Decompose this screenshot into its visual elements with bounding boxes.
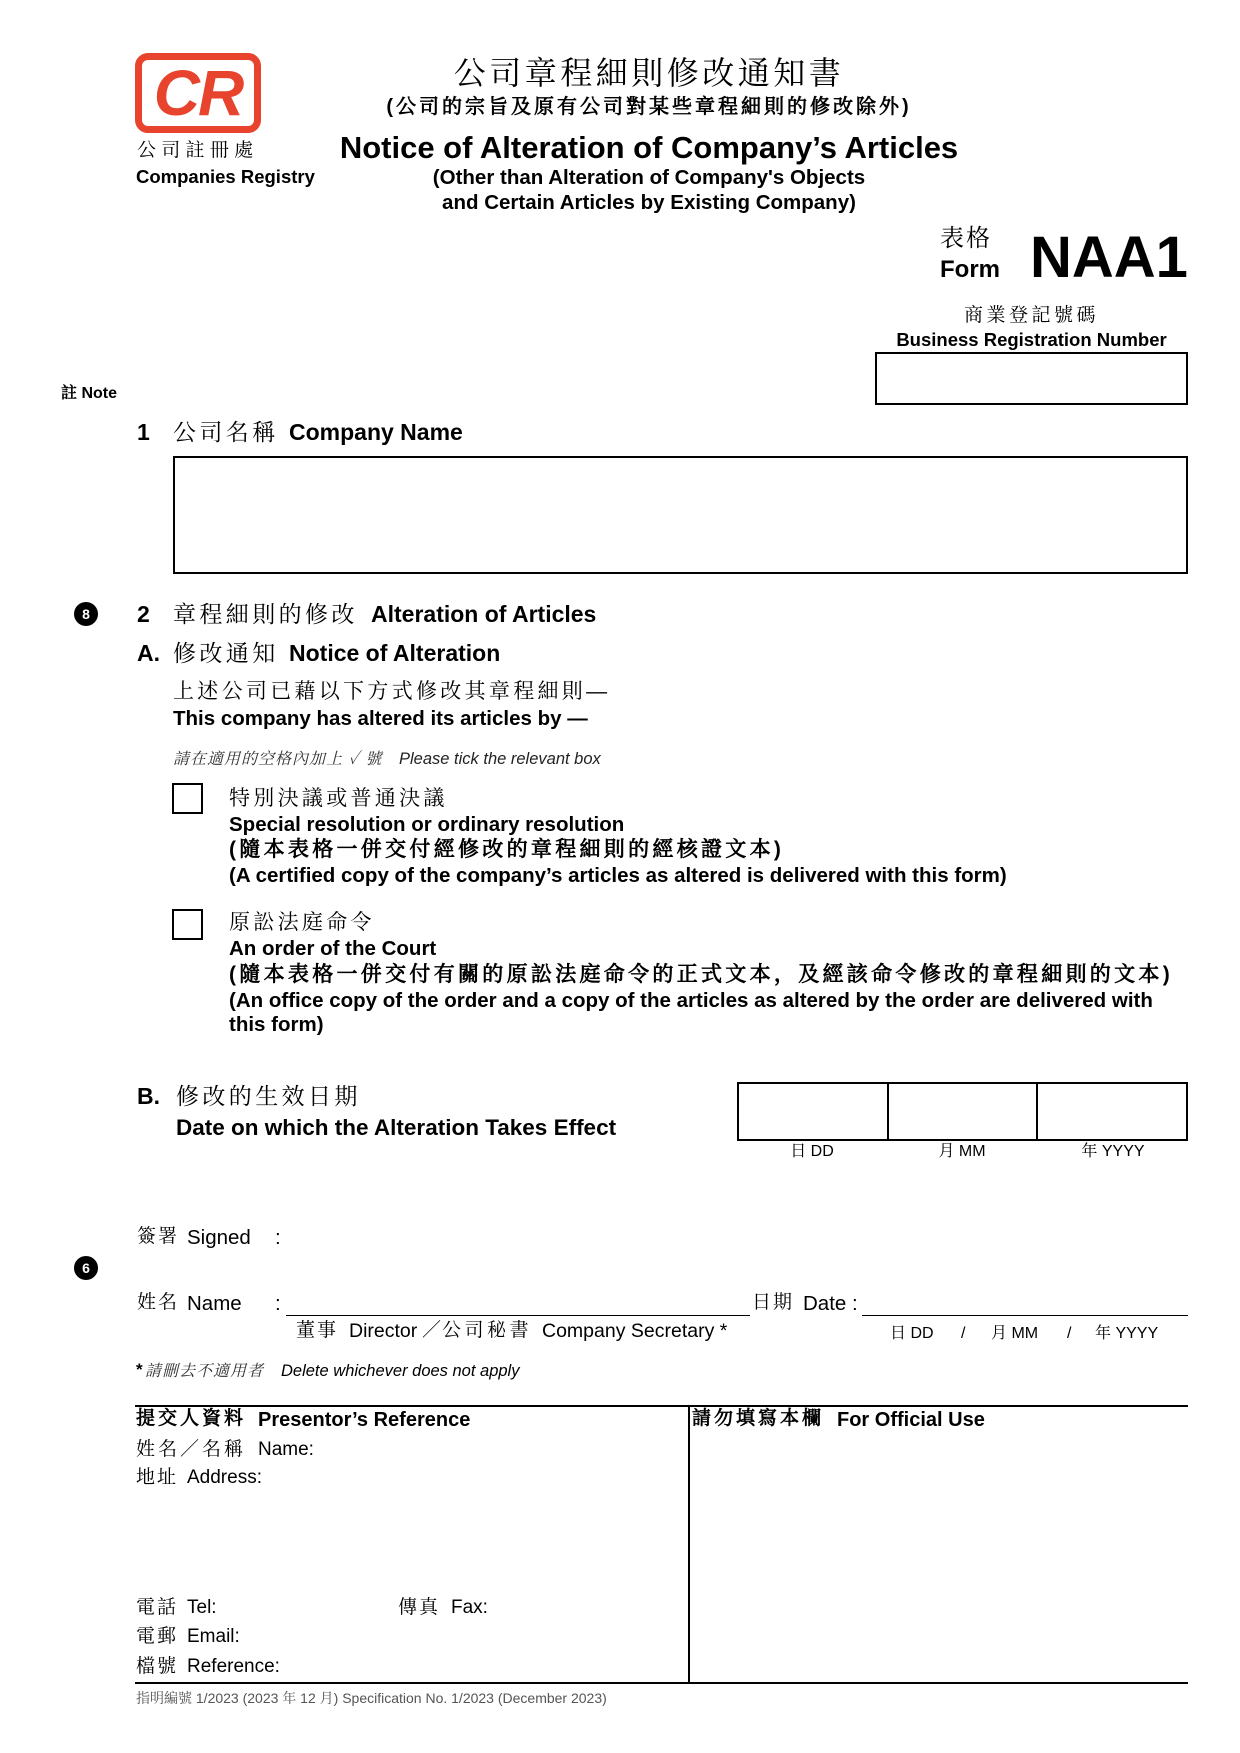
signing-date-separator: / (961, 1325, 966, 1342)
role-secretary-cn: 公司秘書 (442, 1320, 533, 1341)
role-separator: ／ (422, 1320, 442, 1341)
note-column-label: 註 Note (61, 385, 118, 402)
delete-note-cn: 請刪去不適用者 (145, 1363, 265, 1380)
court-order-checkbox[interactable] (172, 909, 203, 940)
section-2-title-cn: 章程細則的修改 (173, 601, 358, 627)
tick-instruction-en: Please tick the relevant box (399, 750, 601, 768)
section-1-number: 1 (137, 419, 150, 445)
official-use-title-en: For Official Use (837, 1409, 985, 1431)
presentor-reference-label-en: Reference: (187, 1656, 280, 1677)
presentor-reference-label-cn: 檔號 (136, 1656, 179, 1677)
note-reference-badge: 6 (74, 1256, 98, 1280)
part-b-title-en: Date on which the Alteration Takes Effect (176, 1115, 617, 1140)
presentor-name-label-cn: 姓名／名稱 (136, 1439, 247, 1460)
option-resolution-note-en: (A certified copy of the company’s articles as altered is delivered with this form) (229, 864, 1007, 887)
presentor-box-divider (688, 1405, 690, 1684)
tick-instruction-cn: 請在適用的空格內加上 ✓ 號 (173, 751, 383, 768)
presentor-box-bottom-border (135, 1682, 1188, 1684)
effective-date-month[interactable] (887, 1084, 1037, 1139)
option-court-order-note-en: (An office copy of the order and a copy of the articles as altered by the order are delivered with (229, 989, 1153, 1012)
option-court-order-title-en: An order of the Court (229, 937, 437, 960)
effective-date-month-label: 月 MM (938, 1143, 986, 1160)
part-b-title-cn: 修改的生效日期 (176, 1083, 361, 1109)
name-label-en: Name (187, 1292, 242, 1315)
role-director-cn: 董事 (296, 1320, 339, 1341)
effective-date-day-label: 日 DD (790, 1143, 834, 1160)
signing-date-field[interactable] (862, 1315, 1188, 1316)
option-resolution-title-en: Special resolution or ordinary resolution (229, 813, 625, 836)
section-2-number: 2 (137, 601, 150, 627)
signed-label-en: Signed (187, 1226, 251, 1249)
companies-registry-logo (135, 53, 261, 133)
presentor-fax-label-cn: 傳真 (398, 1597, 441, 1618)
option-court-order-note-en-cont: this form) (229, 1013, 324, 1036)
part-a-title-en: Notice of Alteration (289, 640, 501, 666)
option-court-order-title-cn: 原訟法庭命令 (229, 911, 375, 934)
option-resolution-title-cn: 特別決議或普通決議 (229, 787, 448, 810)
form-label-en: Form (940, 256, 1000, 283)
section-1-title-cn: 公司名稱 (173, 419, 279, 445)
name-colon: : (275, 1292, 281, 1315)
section-1-title-en: Company Name (289, 419, 463, 445)
role-secretary-en: Company Secretary * (542, 1320, 728, 1342)
delete-note-en: Delete whichever does not apply (281, 1362, 520, 1380)
presentor-tel-label-cn: 電話 (136, 1597, 179, 1618)
specification-footer: 指明編號 1/2023 (2023 年 12 月) Specification No. 1/2023 (December 2023) (136, 1690, 607, 1706)
signing-date-year-label: 年 YYYY (1095, 1325, 1159, 1342)
option-resolution-note-cn: (隨本表格一併交付經修改的章程細則的經核證文本) (229, 838, 785, 861)
form-title-en: Notice of Alteration of Company’s Articles (339, 130, 959, 165)
form-label-cn: 表格 (940, 225, 992, 252)
signing-date-day-label: 日 DD (890, 1325, 934, 1342)
form-title-cn: 公司章程細則修改通知書 (453, 55, 845, 91)
role-director-en: Director (349, 1320, 418, 1342)
presentor-title-cn: 提交人資料 (136, 1408, 247, 1429)
br-number-label-cn: 商業登記號碼 (963, 305, 1099, 326)
presentor-title-en: Presentor’s Reference (258, 1409, 471, 1431)
registry-name-en: Companies Registry (136, 166, 315, 187)
registry-name-cn: 公 司 註 冊 處 (137, 140, 254, 161)
form-code: NAA1 (1030, 225, 1188, 290)
presentor-name-label-en: Name: (258, 1439, 314, 1460)
effective-date-year[interactable] (1036, 1084, 1186, 1139)
date-label-cn: 日期 (752, 1292, 795, 1313)
br-number-label-en: Business Registration Number (896, 329, 1167, 350)
resolution-checkbox[interactable] (172, 783, 203, 814)
part-a-label: A. (137, 640, 160, 666)
effective-date-year-label: 年 YYYY (1081, 1143, 1145, 1160)
signatory-name-field[interactable] (286, 1315, 750, 1316)
part-a-intro-en: This company has altered its articles by — (173, 707, 588, 730)
date-label-en: Date : (803, 1292, 858, 1315)
name-label-cn: 姓名 (137, 1292, 180, 1313)
br-number-field[interactable] (875, 352, 1188, 405)
effective-date-day[interactable] (739, 1084, 887, 1139)
presentor-fax-label-en: Fax: (451, 1597, 488, 1618)
signed-colon: : (275, 1226, 281, 1249)
note-reference-badge: 8 (74, 602, 98, 626)
form-subtitle-en-line2: and Certain Articles by Existing Company) (442, 191, 856, 214)
presentor-box-top-border (135, 1405, 1188, 1407)
form-subtitle-en-line1: (Other than Alteration of Company's Objects (432, 166, 866, 189)
logo-lettering: CR (153, 57, 243, 129)
part-a-title-cn: 修改通知 (173, 640, 279, 666)
presentor-email-label-en: Email: (187, 1626, 240, 1647)
presentor-tel-label-en: Tel: (187, 1597, 217, 1618)
part-b-label: B. (137, 1083, 160, 1109)
company-name-field[interactable] (173, 456, 1188, 574)
option-court-order-note-cn: (隨本表格一併交付有關的原訟法庭命令的正式文本，及經該命令修改的章程細則的文本) (229, 963, 1173, 986)
part-a-intro-cn: 上述公司已藉以下方式修改其章程細則— (173, 680, 611, 703)
presentor-email-label-cn: 電郵 (136, 1626, 179, 1647)
effective-date-field (737, 1082, 1188, 1141)
presentor-address-label-cn: 地址 (136, 1467, 179, 1488)
official-use-title-cn: 請勿填寫本欄 (692, 1408, 825, 1429)
signing-date-month-label: 月 MM (991, 1325, 1039, 1342)
presentor-address-label-en: Address: (187, 1467, 262, 1488)
delete-note-mark: * (136, 1360, 143, 1379)
section-2-title-en: Alteration of Articles (371, 601, 597, 627)
signed-label-cn: 簽署 (137, 1226, 180, 1247)
signing-date-separator: / (1067, 1325, 1072, 1342)
form-subtitle-cn: (公司的宗旨及原有公司對某些章程細則的修改除外) (386, 96, 912, 118)
